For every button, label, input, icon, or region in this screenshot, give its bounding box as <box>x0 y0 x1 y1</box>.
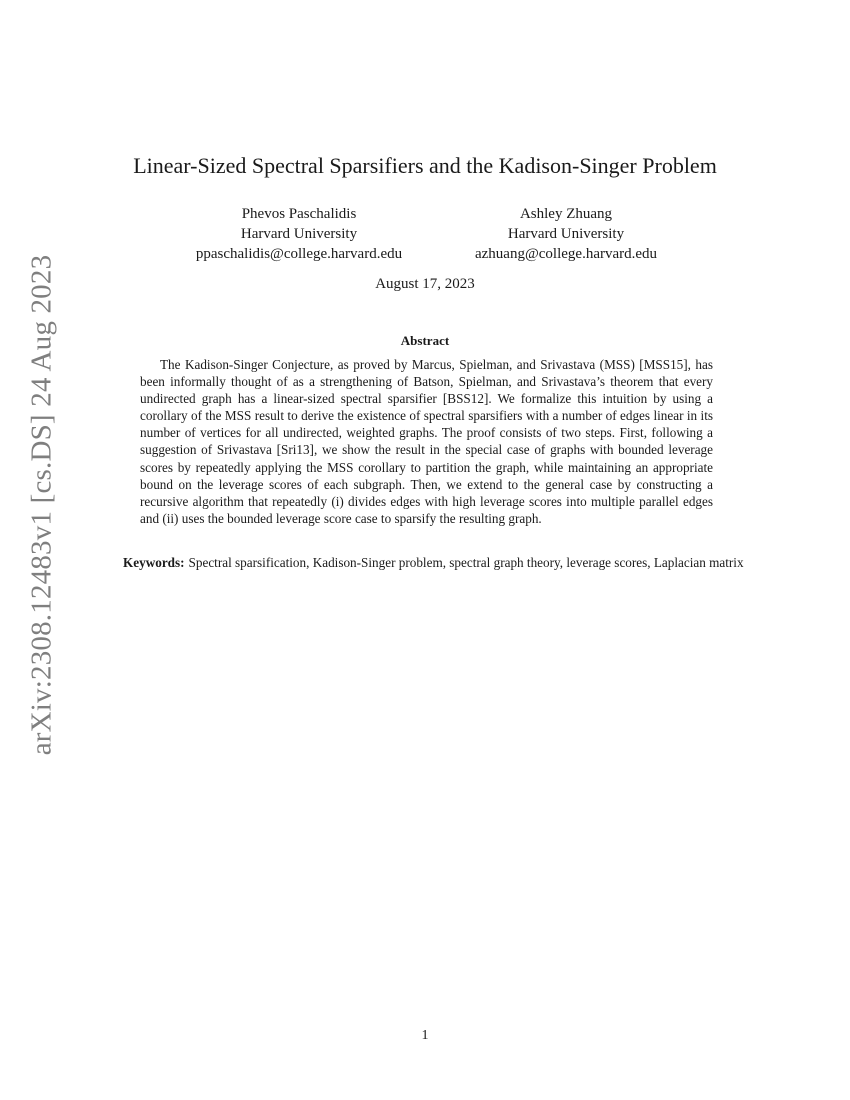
keywords-text: Spectral sparsification, Kadison-Singer problem, spectral graph theory, leverage scores, Laplacian matrix <box>188 555 744 570</box>
arxiv-identifier-stamp[interactable]: arXiv:2308.12483v1 [cs.DS] 24 Aug 2023 <box>25 254 58 756</box>
author-2-email: azhuang@college.harvard.edu <box>474 246 658 262</box>
paper-date: August 17, 2023 <box>375 276 475 292</box>
author-1 <box>175 204 423 264</box>
page-number: 1 <box>421 1028 429 1043</box>
abstract-heading: Abstract <box>400 333 450 348</box>
paper-title: Linear-Sized Spectral Sparsifiers and the Kadison-Singer Problem <box>133 153 717 178</box>
author-1-affiliation: Harvard University <box>240 226 358 242</box>
author-2-name: Ashley Zhuang <box>519 206 613 222</box>
keywords-paragraph <box>100 554 752 572</box>
keywords-label: Keywords: <box>123 555 185 570</box>
author-2 <box>455 204 677 264</box>
author-1-name: Phevos Paschalidis <box>241 206 357 222</box>
author-1-email: ppaschalidis@college.harvard.edu <box>195 246 403 262</box>
author-2-affiliation: Harvard University <box>507 226 625 242</box>
abstract-text: The Kadison-Singer Conjecture, as proved by Marcus, Spielman, and Srivastava (MSS) [MSS15], has been informally thought of as a strengthening of Batson, Spielman, and Srivastava’s theorem that every undirected graph has a linear-sized spectral sparsifier [BSS12]. We formalize this intuition by using a corollary of the MSS result to derive the existence of spectral sparsifiers with a number of edges linear in its number of vertices for all undirected, weighted graphs. The proof consists of two steps. First, following a suggestion of Srivastava [Sri13], we show the result in the special case of graphs with bounded leverage scores by repeatedly applying the MSS corollary to partition the graph, while maintaining an appropriate bound on the leverage scores of each subgraph. Then, we extend to the general case by constructing a recursive algorithm that repeatedly (i) divides edges with high leverage scores into multiple parallel edges and (ii) uses the bounded leverage score case to sparsify the resulting graph. <box>140 357 713 526</box>
